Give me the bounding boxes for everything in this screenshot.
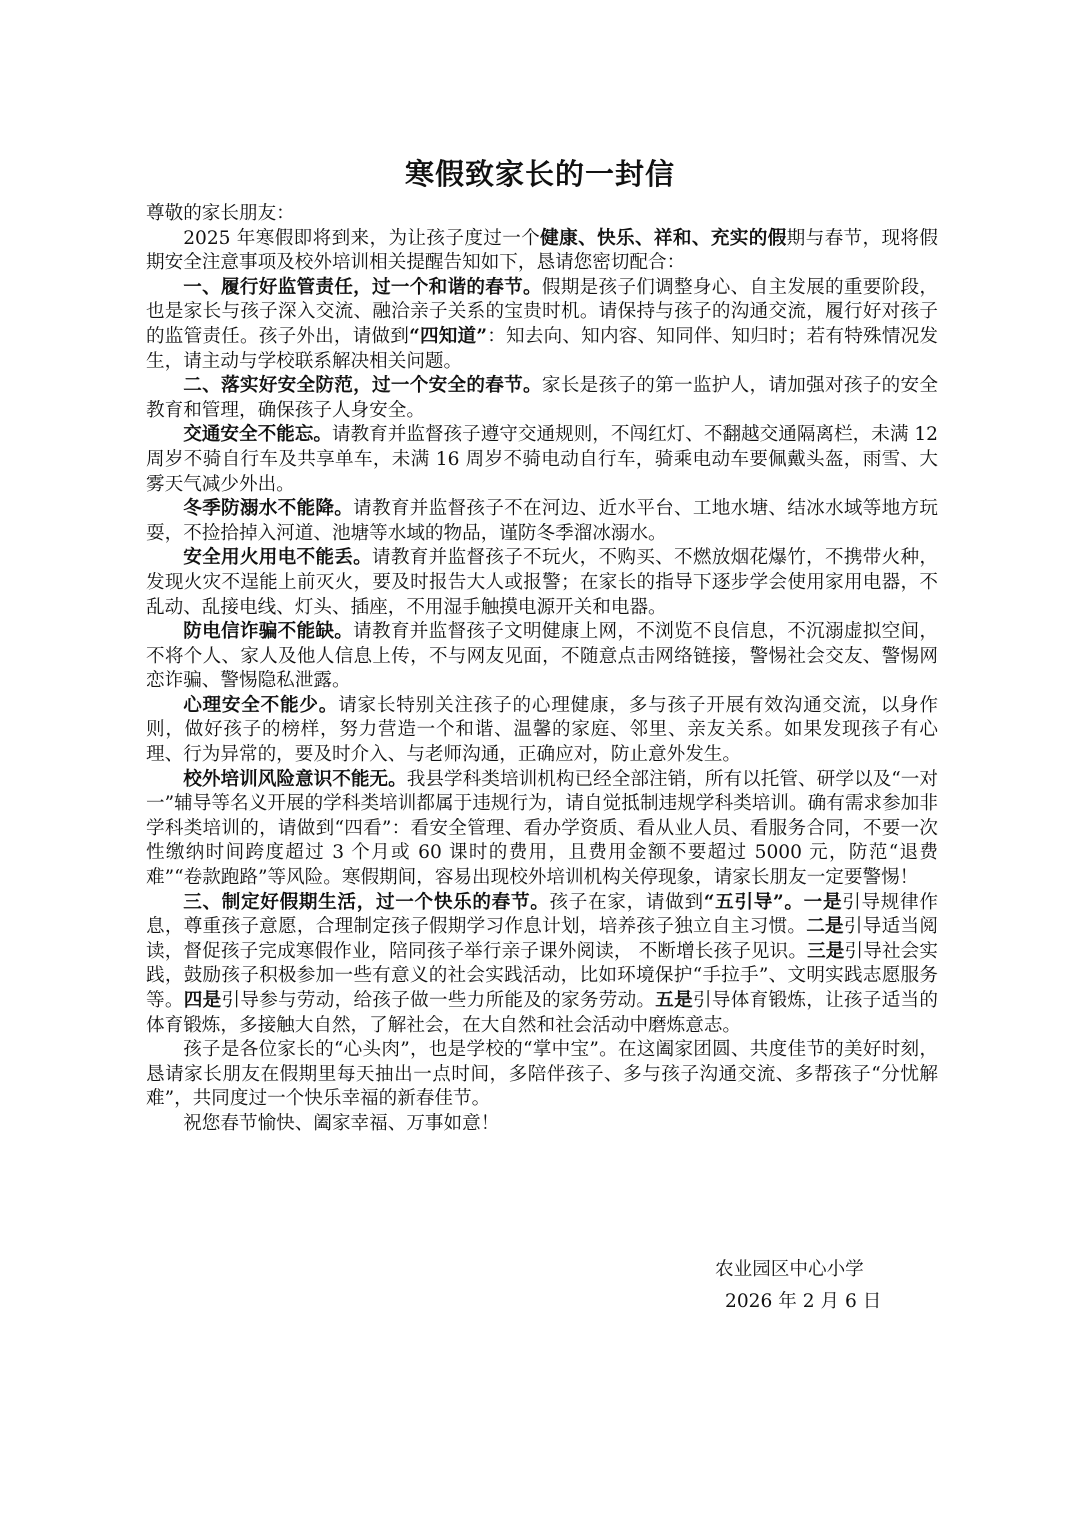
guide-2-marker: 二是 bbox=[806, 916, 844, 938]
letter-body bbox=[146, 202, 938, 1137]
fraud-prevention-text: 请教育并监督孩子文明健康上网，不浏览不良信息，不沉溺虚拟空间，不将个人、家人及他人信息上传，不与网友见面，不随意点击网络链接，警惕社会交友、警惕网恋诈骗、警惕隐私泄露。 bbox=[146, 621, 938, 692]
guide-4-marker: 四是 bbox=[183, 990, 222, 1011]
section-2-paragraph bbox=[146, 374, 938, 423]
intro-paragraph bbox=[146, 227, 938, 276]
section-1-heading: 一、履行好监管责任，过一个和谐的春节。 bbox=[183, 276, 542, 298]
section-1-text-c: ：知去向、知内容、知同伴、知归时；若有特殊情况发生，请主动与学校联系解决相关问题。 bbox=[146, 325, 938, 372]
traffic-safety-text: 请教育并监督孩子遵守交通规则，不闯红灯、不翻越交通隔离栏，未满 12 周岁不骑自行车及共享单车，未满 16 周岁不骑电动自行车，骑乘电动车要佩戴头盔，雨雪、大雾天气减少外出。 bbox=[146, 424, 938, 495]
wish-line: 祝您春节愉快、阖家幸福、万事如意！ bbox=[183, 1112, 500, 1134]
mental-health-text: 请家长特别关注孩子的心理健康，多与孩子开展有效沟通交流，以身作则，做好孩子的榜样，努力营造一个和谐、温馨的家庭、邻里、亲友关系。如果发现孩子有心理、行为异常的，要及时介入、与老师沟通，正确应对，防止意外发生。 bbox=[146, 694, 938, 766]
fire-electric-safety-paragraph bbox=[146, 546, 938, 620]
signature-block bbox=[700, 1254, 920, 1318]
mental-health-heading: 心理安全不能少。 bbox=[183, 694, 339, 716]
intro-text-c: 期与春节，现将假期安全注意事项及校外培训相关提醒告知如下，恳请您密切配合： bbox=[146, 227, 938, 274]
closing-paragraph: 孩子是各位家长的“心头肉”，也是学校的“掌中宝”。在这阖家团圆、共度佳节的美好时刻，恳请家长朋友在假期里每天抽出一点时间，多陪伴孩子、多与孩子沟通交流、多帮孩子“分忧解难”，共同度过一个快乐幸福的新春佳节。 bbox=[146, 1039, 938, 1110]
training-risk-paragraph bbox=[146, 768, 938, 891]
four-knows-label: “四知道” bbox=[409, 325, 488, 347]
section-1-paragraph bbox=[146, 276, 938, 374]
fire-electric-safety-text: 请教育并监督孩子不玩火，不购买、不燃放烟花爆竹，不携带火种，发现火灾不逞能上前灭火，要及时报告大人或报警；在家长的指导下逐步学会使用家用电器，不乱动、乱接电线、灯头、插座，不用湿手触摸电源开关和电器。 bbox=[146, 547, 938, 618]
traffic-safety-paragraph bbox=[146, 423, 938, 497]
guide-2-text: 引导适当阅读，督促孩子完成寒假作业，陪同孩子举行亲子课外阅读， 不断增长孩子见识。 bbox=[146, 916, 938, 962]
five-guides-label: “五引导”。 bbox=[703, 891, 804, 913]
section-3-lead: 孩子在家，请做到 bbox=[549, 891, 704, 913]
intro-emphasis: 健康、快乐、祥和、充实的假 bbox=[540, 227, 787, 249]
section-2-text: 家长是孩子的第一监护人，请加强对孩子的安全教育和管理，确保孩子人身安全。 bbox=[146, 375, 938, 421]
drowning-prevention-text: 请教育并监督孩子不在河边、近水平台、工地水塘、结冰水域等地方玩耍，不捡拾掉入河道、池塘等水域的物品，谨防冬季溜冰溺水。 bbox=[146, 498, 938, 544]
intro-text-a: 2025 年寒假即将到来，为让孩子度过一个 bbox=[183, 227, 541, 249]
letter-title: 寒假致家长的一封信 bbox=[404, 157, 675, 191]
section-2-heading: 二、落实好安全防范，过一个安全的春节。 bbox=[183, 375, 542, 397]
guide-1-text: 引导规律作息，尊重孩子意愿，合理制定孩子假期学习作息计划，培养孩子独立自主习惯。 bbox=[146, 891, 938, 938]
guide-1-marker: 一是 bbox=[803, 891, 843, 913]
mental-health-paragraph bbox=[146, 694, 938, 768]
drowning-prevention-heading: 冬季防溺水不能降。 bbox=[183, 498, 354, 520]
section-3-heading: 三、制定好假期生活，过一个快乐的春节。 bbox=[183, 891, 550, 913]
drowning-prevention-paragraph bbox=[146, 497, 938, 546]
training-risk-text: 我县学科类培训机构已经全部注销，所有以托管、研学以及“一对一”辅导等名义开展的学科类培训都属于违规行为，请自觉抵制违规学科类培训。确有需求参加非学科类培训的，请做到“四看”：看安全管理、看办学资质、看从业人员、看服务合同，不要一次性缴纳时间跨度超过 3 个月或 60 课时的费用，且费用金额不要超过 5000 元，防范“退费难”“卷款跑路”等风险。寒假期间，容易出现校外培训机构关停现象，请家长朋友一定要警惕！ bbox=[146, 768, 938, 889]
letter-date: 2026 年 2 月 6 日 bbox=[725, 1291, 882, 1312]
fraud-prevention-paragraph bbox=[146, 620, 938, 694]
guide-3-marker: 三是 bbox=[807, 940, 845, 962]
fraud-prevention-heading: 防电信诈骗不能缺。 bbox=[183, 621, 354, 643]
traffic-safety-heading: 交通安全不能忘。 bbox=[183, 424, 332, 446]
section-1-text-a: 假期是孩子们调整身心、自主发展的重要阶段，也是家长与孩子深入交流、融洽亲子关系的宝贵时机。请保持与孩子的沟通交流，履行好对孩子的监管责任。孩子外出，请做到 bbox=[146, 276, 938, 347]
guide-4-text: 引导参与劳动，给孩子做一些力所能及的家务劳动。 bbox=[221, 990, 656, 1011]
fire-electric-safety-heading: 安全用火用电不能丢。 bbox=[183, 547, 372, 569]
guide-5-marker: 五是 bbox=[655, 990, 694, 1011]
guide-5-text: 引导体育锻炼，让孩子适当的体育锻炼，多接触大自然，了解社会，在大自然和社会活动中磨炼意志。 bbox=[146, 990, 938, 1036]
school-name: 农业园区中心小学 bbox=[715, 1259, 864, 1280]
greeting: 尊敬的家长朋友： bbox=[146, 203, 295, 224]
guide-3-text: 引导社会实践，鼓励孩子积极参加一些有意义的社会实践活动，比如环境保护“手拉手”、文明实践志愿服务等。 bbox=[146, 940, 938, 1011]
section-3-paragraph bbox=[146, 891, 938, 1039]
training-risk-heading: 校外培训风险意识不能无。 bbox=[183, 768, 407, 790]
